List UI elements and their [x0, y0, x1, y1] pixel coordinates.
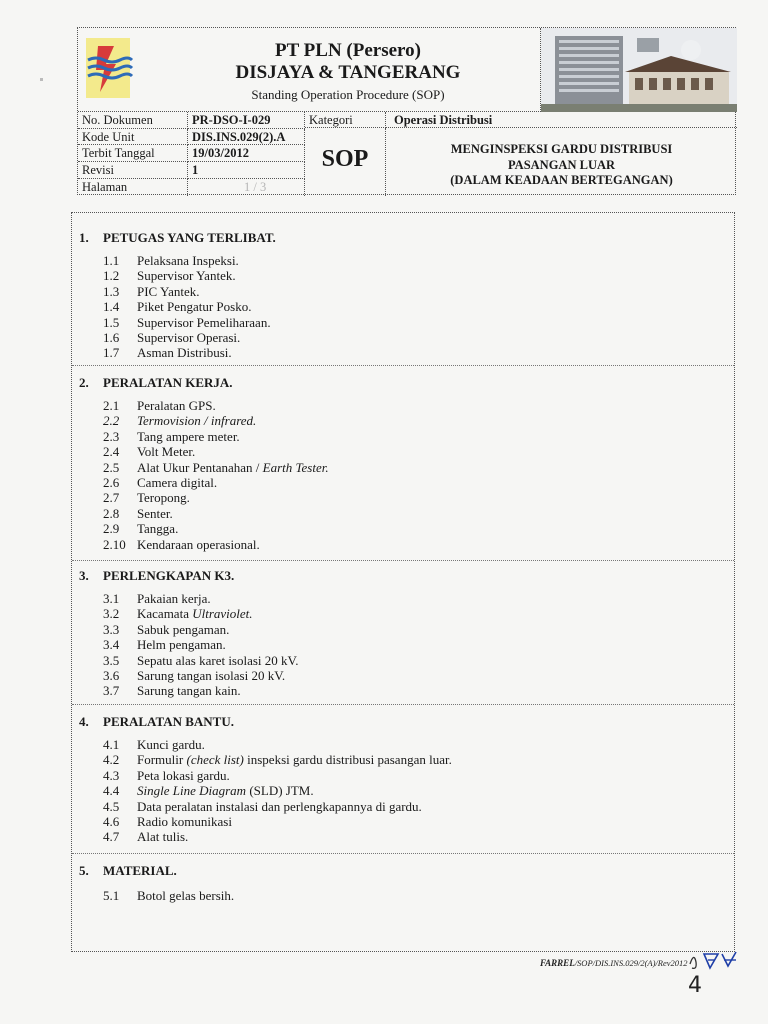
terbit-label: Terbit Tanggal [78, 145, 188, 162]
initials-signature-icon [688, 948, 758, 1003]
list-item: 4.3 Peta lokasi gardu. [103, 767, 230, 783]
kode-unit-value: DIS.INS.029(2).A [188, 129, 305, 145]
section-peralatan-kerja [79, 374, 329, 552]
section-heading [79, 374, 233, 392]
company-block [178, 40, 518, 104]
document-type: Standing Operation Procedure (SOP) [251, 87, 445, 102]
list-item: 4.5 Data peralatan instalasi dan perlengkapannya di gardu. [103, 798, 422, 814]
no-dokumen-value: PR-DSO-I-029 [188, 112, 305, 129]
section-heading [79, 229, 276, 247]
pln-logo-icon [84, 36, 144, 102]
page-mark-number: 4 [688, 973, 702, 998]
section-heading [79, 567, 234, 585]
sop-label: SOP [305, 128, 386, 196]
section-number: 2. [79, 375, 89, 390]
list-item: 2.9 Tangga. [103, 521, 179, 537]
halaman-value: 1 / 3 [188, 179, 305, 196]
footer-ref-code: /SOP/DIS.INS.029/2(A)/Rev2012 [574, 958, 688, 968]
procedure-title-line-2: PASANGAN LUAR [507, 157, 616, 172]
list-item: 1.6 Supervisor Operasi. [103, 329, 241, 345]
document-header [77, 27, 736, 195]
section-title: PERALATAN KERJA. [103, 375, 233, 390]
terbit-value: 19/03/2012 [188, 145, 305, 162]
section-number: 4. [79, 714, 89, 729]
list-item: 2.1 Peralatan GPS. [103, 398, 216, 413]
list-item: 3.7 Sarung tangan kain. [103, 683, 241, 699]
procedure-title-line-3: (DALAM KEADAAN BERTEGANGAN) [450, 173, 673, 187]
list-item: 4.2 Formulir (check list) inspeksi gardu distribusi pasangan luar. [103, 752, 452, 768]
section-heading [79, 713, 234, 731]
list-item: 4.4 Single Line Diagram (SLD) JTM. [103, 783, 314, 799]
section-divider [72, 365, 734, 366]
list-item: 5.1 Botol gelas bersih. [103, 888, 235, 903]
footer-author: FARREL [540, 958, 575, 968]
company-name: PT PLN (Persero) [275, 40, 421, 61]
list-item: 4.7 Alat tulis. [103, 829, 189, 845]
halaman-label: Halaman [78, 179, 188, 196]
section-heading [79, 862, 177, 880]
list-item: 3.5 Sepatu alas karet isolasi 20 kV. [103, 652, 299, 668]
revisi-label: Revisi [78, 162, 188, 179]
section-divider [72, 704, 734, 705]
list-item: 1.2 Supervisor Yantek. [103, 268, 236, 284]
section-divider [72, 853, 734, 854]
section-perlengkapan-k3 [79, 567, 299, 699]
list-item: 4.6 Radio komunikasi [103, 813, 232, 829]
list-item: 2.8 Senter. [103, 505, 173, 521]
metadata-table [78, 112, 735, 196]
building-photo [540, 28, 737, 112]
list-item: 1.1 Pelaksana Inspeksi. [103, 253, 239, 268]
list-item: 1.3 PIC Yantek. [103, 283, 200, 299]
list-item: 2.10 Kendaraan operasional. [103, 536, 260, 552]
list-item: 2.6 Camera digital. [103, 474, 218, 490]
header-top [78, 28, 735, 112]
list-item: 2.5 Alat Ukur Pentanahan / Earth Tester. [103, 459, 329, 475]
list-item: 3.1 Pakaian kerja. [103, 591, 211, 606]
kategori-label: Kategori [305, 112, 386, 128]
list-item: 2.2 Termovision / infrared. [103, 413, 257, 429]
no-dokumen-label: No. Dokumen [78, 112, 188, 129]
section-petugas [79, 229, 276, 361]
footer-reference [540, 958, 688, 968]
section-number: 5. [79, 863, 89, 878]
list-item: 2.4 Volt Meter. [103, 444, 196, 460]
revisi-value: 1 [188, 162, 305, 179]
section-title: MATERIAL. [103, 863, 177, 878]
list-item: 3.6 Sarung tangan isolasi 20 kV. [103, 667, 286, 683]
section-title: PETUGAS YANG TERLIBAT. [103, 230, 276, 245]
procedure-title [386, 128, 737, 196]
procedure-title-line-1: MENGINSPEKSI GARDU DISTRIBUSI [450, 142, 673, 156]
section-divider [72, 560, 734, 561]
kategori-value: Operasi Distribusi [386, 112, 737, 128]
list-item: 3.3 Sabuk pengaman. [103, 621, 230, 637]
section-title: PERLENGKAPAN K3. [103, 568, 235, 583]
section-material [79, 862, 235, 903]
list-item: 1.5 Supervisor Pemeliharaan. [103, 314, 271, 330]
kode-unit-label: Kode Unit [78, 129, 188, 145]
list-item: 3.4 Helm pengaman. [103, 637, 226, 653]
section-title: PERALATAN BANTU. [103, 714, 234, 729]
section-number: 1. [79, 230, 89, 245]
list-item: 4.1 Kunci gardu. [103, 737, 205, 752]
list-item: 1.7 Asman Distribusi. [103, 345, 232, 361]
section-peralatan-bantu [79, 713, 452, 845]
unit-name: DISJAYA & TANGERANG [235, 62, 461, 83]
list-item: 2.3 Tang ampere meter. [103, 428, 240, 444]
list-item: 2.7 Teropong. [103, 490, 190, 506]
list-item: 3.2 Kacamata Ultraviolet. [103, 606, 253, 622]
scan-speck [40, 78, 43, 81]
list-item: 1.4 Piket Pengatur Posko. [103, 299, 252, 315]
section-number: 3. [79, 568, 89, 583]
